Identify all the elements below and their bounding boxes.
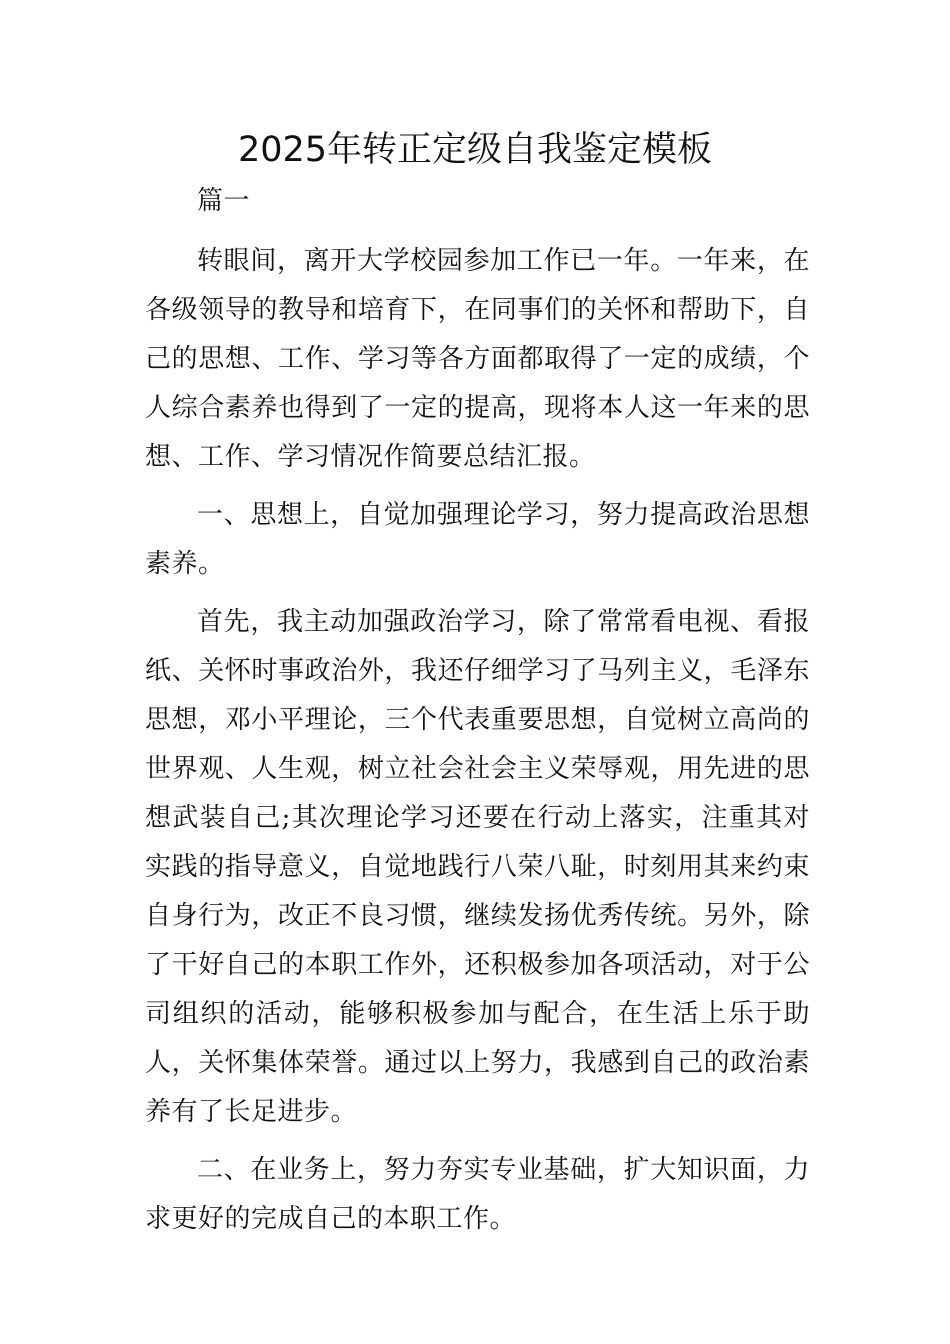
- body-paragraph-thought: 首先，我主动加强政治学习，除了常常看电视、看报纸、关怀时事政治外，我还仔细学习了马列主义，毛泽东思想，邓小平理论，三个代表重要思想，自觉树立高尚的世界观、人生观，树立社会社会主义荣辱观，用先进的思想武装自己;其次理论学习还要在行动上落实，注重其对实践的指导意义，自觉地践行八荣八耻，时刻用其来约束自身行为，改正不良习惯，继续发扬优秀传统。另外，除了干好自己的本职工作外，还积极参加各项活动，对于公司组织的活动，能够积极参加与配合，在生活上乐于助人，关怀集体荣誉。通过以上努力，我感到自己的政治素养有了长足进步。: [145, 607, 810, 1127]
- document-title: 2025年转正定级自我鉴定模板: [237, 130, 713, 170]
- section-heading-thought: 一、思想上，自觉加强理论学习，努力提高政治思想素养。: [145, 500, 810, 579]
- section-label: 篇一: [197, 186, 251, 216]
- document-body: [145, 177, 810, 1253]
- intro-paragraph: 转眼间，离开大学校园参加工作已一年。一年来，在各级领导的教导和培育下，在同事们的关怀和帮助下，自己的思想、工作、学习等各方面都取得了一定的成绩，个人综合素养也得到了一定的提高，现将本人这一年来的思想、工作、学习情况作简要总结汇报。: [145, 246, 810, 472]
- section-heading-business: 二、在业务上，努力夯实专业基础，扩大知识面，力求更好的完成自己的本职工作。: [145, 1155, 810, 1234]
